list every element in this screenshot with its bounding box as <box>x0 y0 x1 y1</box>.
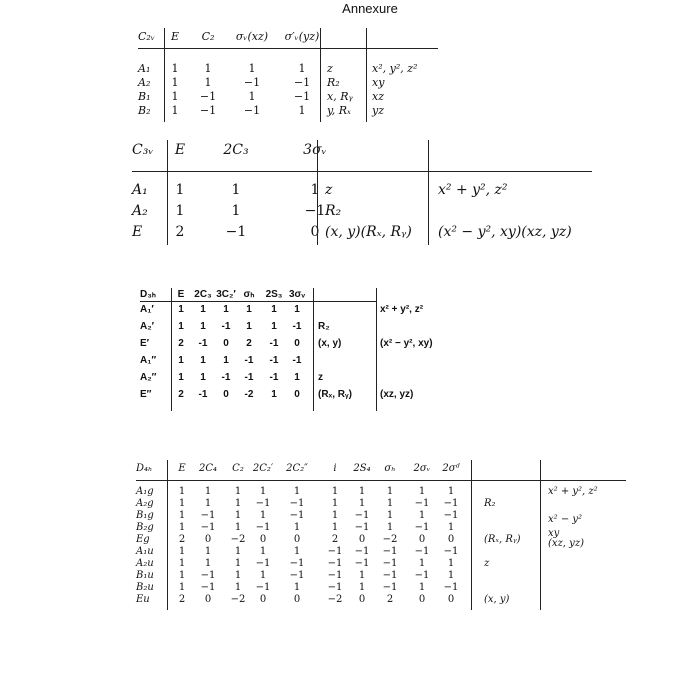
character-value: 2 <box>178 534 186 545</box>
linear-function: z <box>318 372 323 383</box>
group-symbol: C₃ᵥ <box>132 142 154 158</box>
character-value: 1 <box>200 355 206 366</box>
character-value: −1 <box>327 570 343 581</box>
character-value: 1 <box>204 62 212 75</box>
character-value: 1 <box>178 558 186 569</box>
character-value: 1 <box>171 104 179 117</box>
character-value: 0 <box>310 224 320 240</box>
linear-function: R₂ <box>484 498 496 509</box>
column-divider <box>428 140 429 245</box>
character-value: 1 <box>386 498 394 509</box>
character-value: 1 <box>358 570 366 581</box>
header-rule <box>136 480 626 481</box>
page-title: Annexure <box>342 1 398 16</box>
character-value: 0 <box>294 338 300 349</box>
column-divider <box>317 140 318 245</box>
quadratic-function: x² + y², z² <box>548 486 598 497</box>
column-divider <box>167 140 168 245</box>
class-header: σ′ᵥ(yz) <box>284 30 320 43</box>
linear-function: R₂ <box>318 321 330 332</box>
character-value: 1 <box>386 510 394 521</box>
character-value: −1 <box>443 510 459 521</box>
quadratic-function: xz <box>372 90 384 103</box>
column-divider <box>320 28 321 122</box>
character-value: −1 <box>354 510 370 521</box>
irrep-label: A₂ <box>132 203 148 219</box>
character-value: −1 <box>327 546 343 557</box>
irrep-label: A₁ <box>138 62 151 75</box>
character-value: 0 <box>204 594 212 605</box>
character-value: 1 <box>178 498 186 509</box>
character-value: −1 <box>199 90 217 103</box>
character-value: 1 <box>178 546 186 557</box>
character-value: 1 <box>358 498 366 509</box>
character-value: 1 <box>386 486 394 497</box>
character-value: 1 <box>298 104 306 117</box>
character-value: -1 <box>244 355 254 366</box>
character-value: 1 <box>358 582 366 593</box>
character-value: 0 <box>259 534 267 545</box>
irrep-label: B₁ <box>138 90 151 103</box>
column-divider <box>313 288 314 411</box>
quadratic-function: xy <box>548 528 560 539</box>
character-value: −1 <box>414 546 430 557</box>
group-symbol: C₂ᵥ <box>138 30 155 43</box>
character-value: 1 <box>418 486 426 497</box>
character-value: −2 <box>230 594 246 605</box>
character-value: 0 <box>418 594 426 605</box>
character-value: 1 <box>293 582 301 593</box>
character-value: −1 <box>327 558 343 569</box>
class-header: σᵥ(xz) <box>235 30 269 43</box>
character-value: 1 <box>234 498 242 509</box>
d3h-character-table <box>140 288 470 413</box>
character-value: 1 <box>259 546 267 557</box>
character-value: −1 <box>200 510 216 521</box>
character-value: 1 <box>248 62 256 75</box>
character-value: 1 <box>447 486 455 497</box>
character-value: 1 <box>204 558 212 569</box>
character-value: 1 <box>178 486 186 497</box>
character-value: −1 <box>414 498 430 509</box>
character-value: 0 <box>358 594 366 605</box>
quadratic-function: (xz, yz) <box>548 538 584 549</box>
character-value: 2 <box>175 224 185 240</box>
character-value: -2 <box>244 389 254 400</box>
character-value: 2 <box>178 594 186 605</box>
character-value: 1 <box>331 486 339 497</box>
class-header: σₕ <box>243 289 255 300</box>
character-value: 1 <box>294 304 300 315</box>
column-divider <box>164 28 165 122</box>
irrep-label: A₂′ <box>140 321 155 332</box>
character-value: 1 <box>293 546 301 557</box>
character-value: -1 <box>269 355 279 366</box>
character-value: −1 <box>289 498 305 509</box>
character-value: 0 <box>358 534 366 545</box>
irrep-label: E′ <box>140 338 150 349</box>
linear-function: (Rₓ, Rᵧ) <box>318 389 352 400</box>
character-value: −1 <box>225 224 247 240</box>
character-value: −1 <box>443 498 459 509</box>
character-value: −1 <box>289 570 305 581</box>
irrep-label: B₂g <box>136 522 154 533</box>
character-value: 1 <box>259 570 267 581</box>
character-value: 1 <box>358 486 366 497</box>
class-header: C₂ <box>201 30 215 43</box>
character-value: 1 <box>178 372 184 383</box>
column-divider <box>171 288 172 411</box>
character-value: 2 <box>331 534 339 545</box>
character-value: 1 <box>178 321 184 332</box>
character-value: 1 <box>204 486 212 497</box>
linear-function: z <box>484 558 490 569</box>
character-value: −1 <box>354 558 370 569</box>
class-header: 3σᵥ <box>288 289 306 300</box>
linear-function: R₂ <box>325 203 342 219</box>
character-value: −1 <box>243 76 261 89</box>
column-divider <box>471 460 472 610</box>
character-value: −1 <box>443 546 459 557</box>
linear-function: x, Rᵧ <box>327 90 353 103</box>
character-value: −2 <box>230 534 246 545</box>
linear-function: R₂ <box>327 76 340 89</box>
irrep-label: B₁g <box>136 510 154 521</box>
irrep-label: A₁′ <box>140 304 154 315</box>
character-value: -1 <box>198 338 208 349</box>
character-value: −1 <box>243 104 261 117</box>
linear-function: (Rₓ, Rᵧ) <box>484 534 521 545</box>
linear-function: (x, y)(Rₓ, Rᵧ) <box>325 224 412 240</box>
irrep-label: A₁g <box>136 486 154 497</box>
quadratic-function: yz <box>372 104 385 117</box>
irrep-label: Eu <box>136 594 150 605</box>
character-value: 1 <box>231 203 241 219</box>
character-value: 0 <box>447 534 455 545</box>
class-header: 2C₃ <box>194 289 212 300</box>
character-value: 1 <box>178 570 186 581</box>
class-header: E <box>177 289 185 300</box>
character-value: −1 <box>293 90 311 103</box>
irrep-label: A₁u <box>136 546 154 557</box>
character-value: 1 <box>171 76 179 89</box>
character-value: 1 <box>246 321 252 332</box>
class-header: i <box>333 463 337 474</box>
character-value: −1 <box>199 104 217 117</box>
class-header: E <box>170 30 180 43</box>
character-value: 1 <box>259 510 267 521</box>
character-value: -1 <box>198 389 208 400</box>
character-value: −1 <box>354 522 370 533</box>
character-value: 2 <box>178 389 184 400</box>
character-value: 1 <box>171 62 179 75</box>
quadratic-function: (x² − y², xy) <box>380 338 433 349</box>
d4h-character-table <box>136 460 626 610</box>
character-value: −1 <box>443 582 459 593</box>
character-value: −1 <box>200 522 216 533</box>
quadratic-function: x², y², z² <box>372 62 418 75</box>
character-value: 1 <box>418 582 426 593</box>
character-value: -1 <box>221 321 231 332</box>
character-value: 2 <box>178 338 184 349</box>
character-value: 1 <box>310 182 320 198</box>
character-value: -1 <box>221 372 231 383</box>
character-value: 1 <box>200 321 206 332</box>
quadratic-function: (x² − y², xy)(xz, yz) <box>438 224 572 240</box>
group-symbol: D₃ₕ <box>140 289 156 300</box>
character-value: −1 <box>200 582 216 593</box>
character-value: 1 <box>171 90 179 103</box>
column-divider <box>366 28 367 122</box>
character-value: 1 <box>200 372 206 383</box>
irrep-label: B₂ <box>138 104 151 117</box>
irrep-label: B₁u <box>136 570 154 581</box>
character-value: 1 <box>234 558 242 569</box>
character-value: −1 <box>327 582 343 593</box>
character-value: 1 <box>331 498 339 509</box>
character-value: −1 <box>255 558 271 569</box>
character-value: −1 <box>255 522 271 533</box>
character-value: -1 <box>244 372 254 383</box>
character-value: −1 <box>414 570 430 581</box>
linear-function: z <box>325 182 333 198</box>
character-value: −1 <box>414 522 430 533</box>
column-divider <box>376 288 377 411</box>
character-value: 1 <box>293 486 301 497</box>
character-value: 1 <box>223 304 229 315</box>
character-value: 1 <box>234 510 242 521</box>
irrep-label: Eg <box>136 534 150 545</box>
character-value: -1 <box>269 372 279 383</box>
header-rule <box>138 48 438 49</box>
group-symbol: D₄ₕ <box>136 463 153 474</box>
character-value: −1 <box>255 582 271 593</box>
character-value: 1 <box>447 570 455 581</box>
linear-function: y, Rₓ <box>327 104 351 117</box>
character-value: 1 <box>293 522 301 533</box>
character-value: 2 <box>386 594 394 605</box>
class-header: C₂ <box>232 463 244 474</box>
character-value: 0 <box>259 594 267 605</box>
column-divider <box>540 460 541 610</box>
character-value: 1 <box>231 182 241 198</box>
class-header: 2C₂′ <box>252 463 274 474</box>
class-header: 3C₂′ <box>216 289 236 300</box>
character-value: 1 <box>223 355 229 366</box>
irrep-label: A₁ <box>132 182 148 198</box>
character-value: 1 <box>331 510 339 521</box>
irrep-label: A₂g <box>136 498 154 509</box>
character-value: −1 <box>354 546 370 557</box>
irrep-label: A₁″ <box>140 355 157 366</box>
character-value: 0 <box>293 534 301 545</box>
quadratic-function: x² − y² <box>548 514 583 525</box>
character-value: 0 <box>294 389 300 400</box>
quadratic-function: xy <box>372 76 385 89</box>
character-value: -1 <box>292 321 302 332</box>
irrep-label: A₂″ <box>140 372 157 383</box>
irrep-label: E″ <box>140 389 152 400</box>
irrep-label: B₂u <box>136 582 154 593</box>
character-value: 1 <box>294 372 300 383</box>
column-divider <box>167 460 168 610</box>
character-value: 1 <box>246 304 252 315</box>
class-header: E <box>174 142 186 158</box>
class-header: 2σᵈ <box>442 463 460 474</box>
character-value: 1 <box>175 182 185 198</box>
character-value: -1 <box>292 355 302 366</box>
class-header: 2C₂″ <box>286 463 308 474</box>
character-value: 1 <box>418 510 426 521</box>
class-header: E <box>178 463 186 474</box>
character-value: −1 <box>293 76 311 89</box>
character-value: 1 <box>447 522 455 533</box>
character-value: 0 <box>447 594 455 605</box>
character-value: 1 <box>178 304 184 315</box>
quadratic-function: x² + y², z² <box>380 304 424 315</box>
class-header: 2S₃ <box>265 289 283 300</box>
character-value: 1 <box>271 321 277 332</box>
character-value: -1 <box>269 338 279 349</box>
character-value: 0 <box>204 534 212 545</box>
class-header: 2C₃ <box>223 142 249 158</box>
character-value: −2 <box>327 594 343 605</box>
character-value: 1 <box>204 546 212 557</box>
character-value: −1 <box>382 582 398 593</box>
character-value: 1 <box>234 546 242 557</box>
linear-function: (x, y) <box>318 338 342 349</box>
class-header: 2C₄ <box>198 463 218 474</box>
character-value: 1 <box>204 76 212 89</box>
character-value: 0 <box>223 338 229 349</box>
character-value: 1 <box>298 62 306 75</box>
irrep-label: A₂u <box>136 558 154 569</box>
header-rule <box>140 301 376 302</box>
character-value: 1 <box>271 389 277 400</box>
character-value: −1 <box>382 570 398 581</box>
character-value: 1 <box>178 582 186 593</box>
character-value: 1 <box>178 522 186 533</box>
character-value: 1 <box>234 522 242 533</box>
quadratic-function: (xz, yz) <box>380 389 414 400</box>
character-value: −1 <box>382 558 398 569</box>
character-value: −1 <box>382 546 398 557</box>
character-value: 1 <box>418 558 426 569</box>
character-value: 1 <box>259 486 267 497</box>
character-value: 1 <box>234 570 242 581</box>
character-value: 1 <box>178 355 184 366</box>
character-value: −2 <box>382 534 398 545</box>
character-value: 1 <box>178 510 186 521</box>
character-value: 1 <box>386 522 394 533</box>
linear-function: z <box>327 62 333 75</box>
character-value: −1 <box>289 558 305 569</box>
character-value: 0 <box>293 594 301 605</box>
character-value: 1 <box>204 498 212 509</box>
character-value: 1 <box>234 486 242 497</box>
character-value: 1 <box>331 522 339 533</box>
character-value: 2 <box>246 338 252 349</box>
header-rule <box>132 171 592 172</box>
character-value: 0 <box>223 389 229 400</box>
character-value: −1 <box>304 203 326 219</box>
class-header: 2σᵥ <box>413 463 431 474</box>
c2v-character-table <box>138 28 438 128</box>
class-header: 3σᵥ <box>303 142 327 158</box>
irrep-label: E <box>132 224 143 240</box>
character-value: 0 <box>418 534 426 545</box>
character-value: 1 <box>271 304 277 315</box>
character-value: −1 <box>200 570 216 581</box>
class-header: 2S₄ <box>353 463 371 474</box>
linear-function: (x, y) <box>484 594 510 605</box>
character-value: 1 <box>234 582 242 593</box>
character-value: 1 <box>175 203 185 219</box>
character-value: 1 <box>447 558 455 569</box>
c3v-character-table <box>132 140 592 245</box>
class-header: σₕ <box>384 463 396 474</box>
character-value: −1 <box>255 498 271 509</box>
quadratic-function: x² + y², z² <box>438 182 508 198</box>
character-value: 1 <box>248 90 256 103</box>
irrep-label: A₂ <box>138 76 151 89</box>
character-value: −1 <box>289 510 305 521</box>
character-value: 1 <box>200 304 206 315</box>
